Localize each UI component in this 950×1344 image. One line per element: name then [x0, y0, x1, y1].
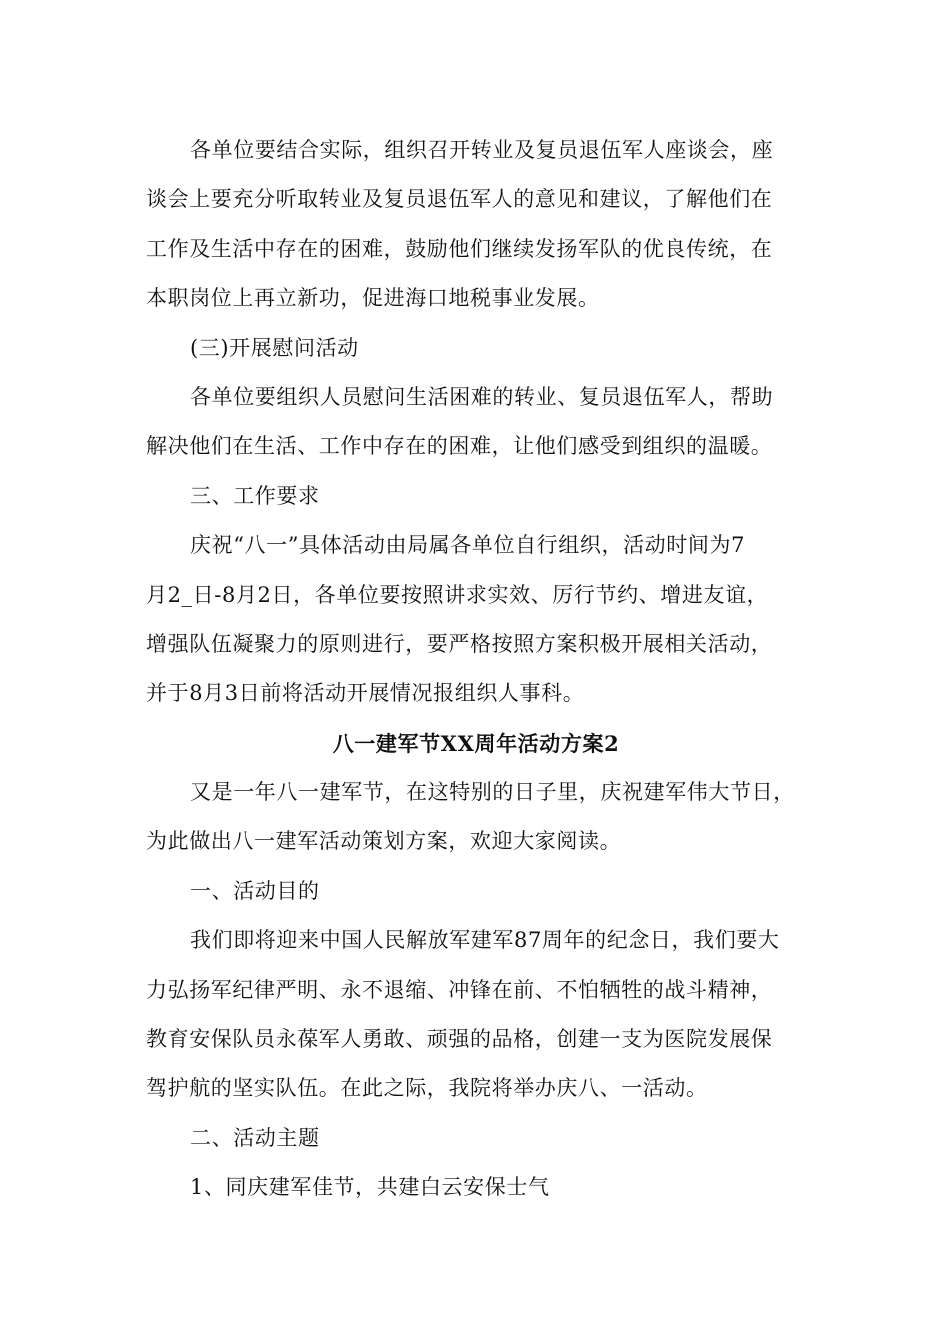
- paragraph-line: 1、同庆建军佳节，共建白云安保士气: [190, 1175, 550, 1200]
- paragraph-line: 力弘扬军纪律严明、永不退缩、冲锋在前、不怕牺牲的战斗精神，: [146, 977, 773, 1002]
- paragraph-line: 本职岗位上再立新功，促进海口地税事业发展。: [146, 286, 600, 311]
- paragraph-line: 各单位要组织人员慰问生活困难的转业、复员退伍军人，帮助: [190, 384, 774, 409]
- paragraph-line: 为此做出八一建军活动策划方案，欢迎大家阅读。: [146, 829, 622, 854]
- paragraph-line: 庆祝“八一”具体活动由局属各单位自行组织，活动时间为7: [190, 533, 746, 558]
- paragraph-line: 并于8月3日前将活动开展情况报组织人事科。: [146, 681, 585, 706]
- document-title: 八一建军节XX周年活动方案2: [332, 730, 620, 756]
- paragraph-line: 谈会上要充分听取转业及复员退伍军人的意见和建议，了解他们在: [146, 187, 773, 212]
- paragraph-line: 各单位要结合实际，组织召开转业及复员退伍军人座谈会，座: [190, 138, 774, 162]
- document-body: [146, 126, 806, 1213]
- paragraph-line: 工作及生活中存在的困难，鼓励他们继续发扬军队的优良传统，在: [146, 236, 773, 261]
- section-heading: (三)开展慰问活动: [190, 335, 359, 360]
- paragraph-line: 解决他们在生活、工作中存在的困难，让他们感受到组织的温暖。: [146, 434, 773, 459]
- paragraph-line: 驾护航的坚实队伍。在此之际，我院将举办庆八、一活动。: [146, 1076, 708, 1101]
- section-heading: 二、活动主题: [190, 1125, 320, 1150]
- section-heading: 一、活动目的: [190, 878, 320, 903]
- paragraph-line: 增强队伍凝聚力的原则进行，要严格按照方案积极开展相关活动，: [146, 631, 773, 656]
- section-heading: 三、工作要求: [190, 483, 320, 508]
- paragraph-line: 我们即将迎来中国人民解放军建军87周年的纪念日，我们要大: [190, 928, 780, 953]
- paragraph-line: 又是一年八一建军节，在这特别的日子里，庆祝建军伟大节日，: [190, 780, 795, 805]
- paragraph-line: 月2_日-8月2日，各单位要按照讲求实效、厉行节约、增进友谊，: [146, 582, 769, 607]
- paragraph-line: 教育安保队员永葆军人勇敢、顽强的品格，创建一支为医院发展保: [146, 1027, 773, 1052]
